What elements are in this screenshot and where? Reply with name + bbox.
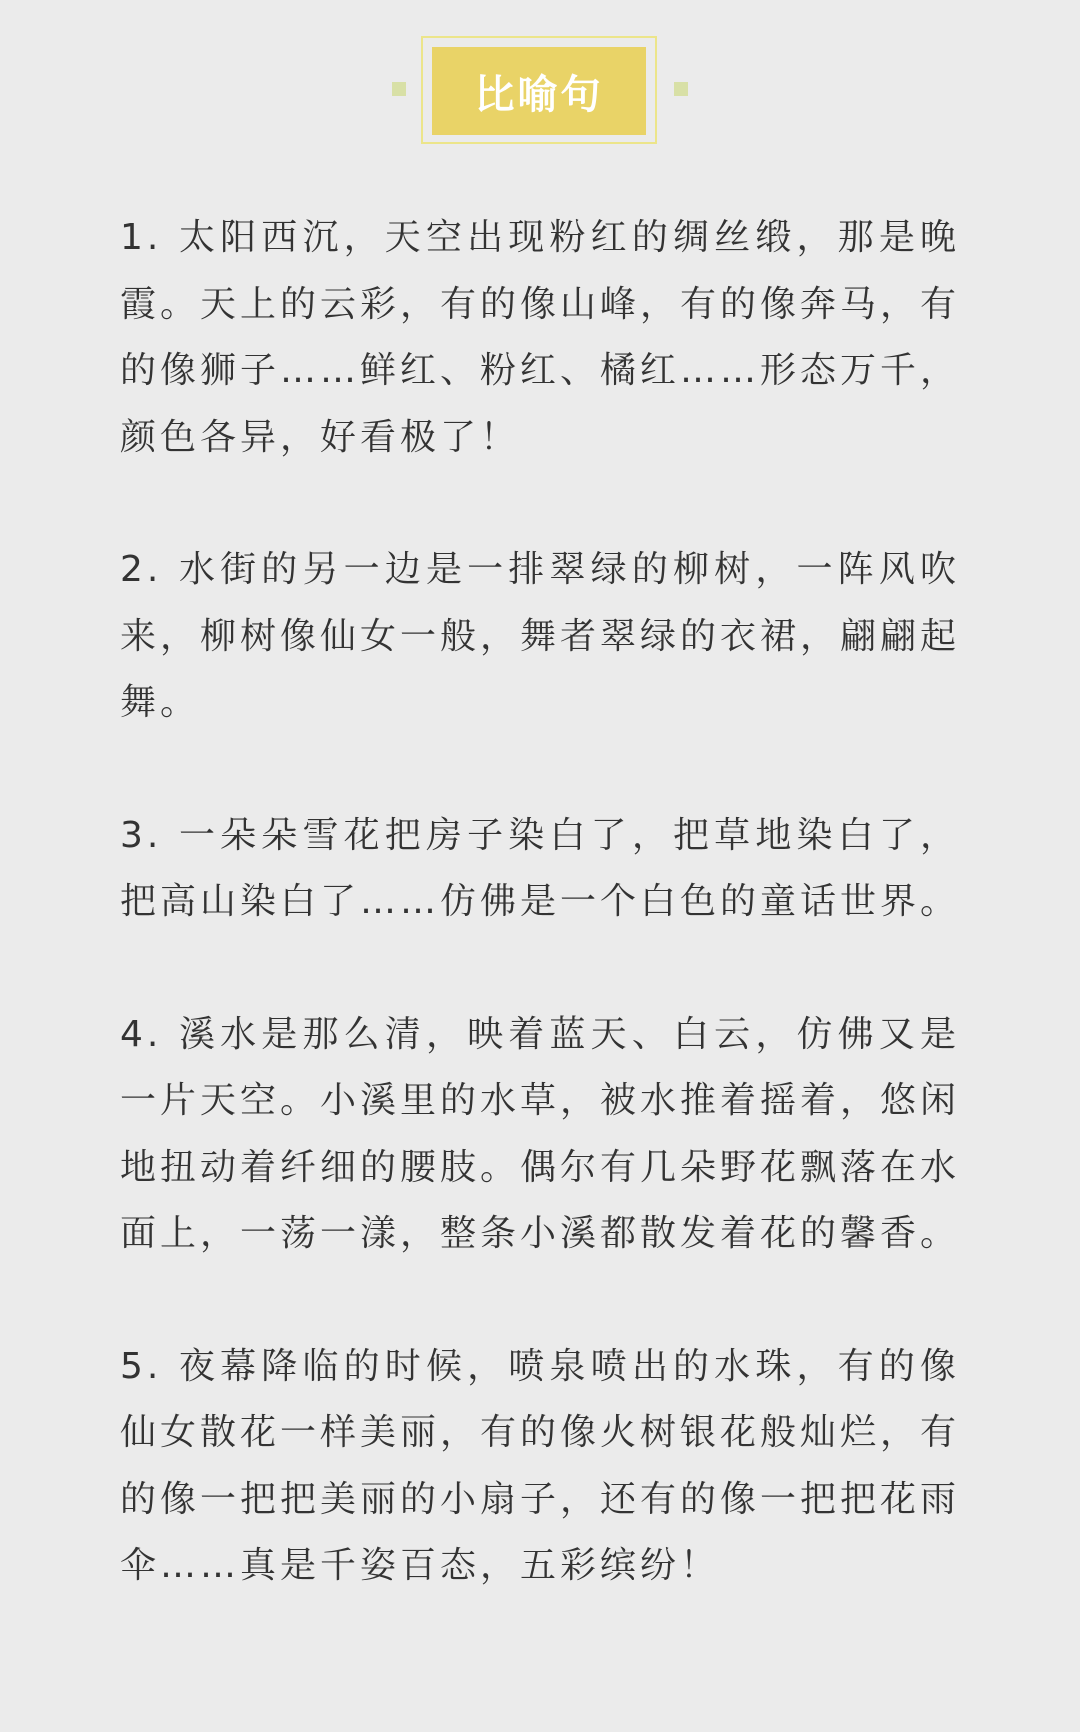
- paragraph-4: 4. 溪水是那么清，映着蓝天、白云，仿佛又是一片天空。小溪里的水草，被水推着摇着，悠闲地扭动着纤细的腰肢。偶尔有几朵野花飘落在水面上，一荡一漾，整条小溪都散发着花的馨香。: [120, 1013, 961, 1254]
- left-square-decoration: [392, 82, 406, 96]
- section-title: 比喻句: [432, 47, 646, 135]
- right-square-decoration: [674, 82, 688, 96]
- paragraph-5: 5. 夜幕降临的时候，喷泉喷出的水珠，有的像仙女散花一样美丽，有的像火树银花般灿烂，有的像一把把美丽的小扇子，还有的像一把把花雨伞……真是千姿百态，五彩缤纷！: [120, 1345, 961, 1586]
- paragraph-1: 1. 太阳西沉，天空出现粉红的绸丝缎，那是晚霞。天上的云彩，有的像山峰，有的像奔马，有的像狮子……鲜红、粉红、橘红……形态万千，颜色各异，好看极了！: [120, 217, 961, 458]
- paragraph-2: 2. 水街的另一边是一排翠绿的柳树，一阵风吹来，柳树像仙女一般，舞者翠绿的衣裙，翩翩起舞。: [120, 549, 961, 723]
- section-header: [0, 36, 1080, 148]
- article-body: [120, 205, 960, 1600]
- paragraph-3: 3. 一朵朵雪花把房子染白了，把草地染白了，把高山染白了……仿佛是一个白色的童话世界。: [120, 814, 961, 922]
